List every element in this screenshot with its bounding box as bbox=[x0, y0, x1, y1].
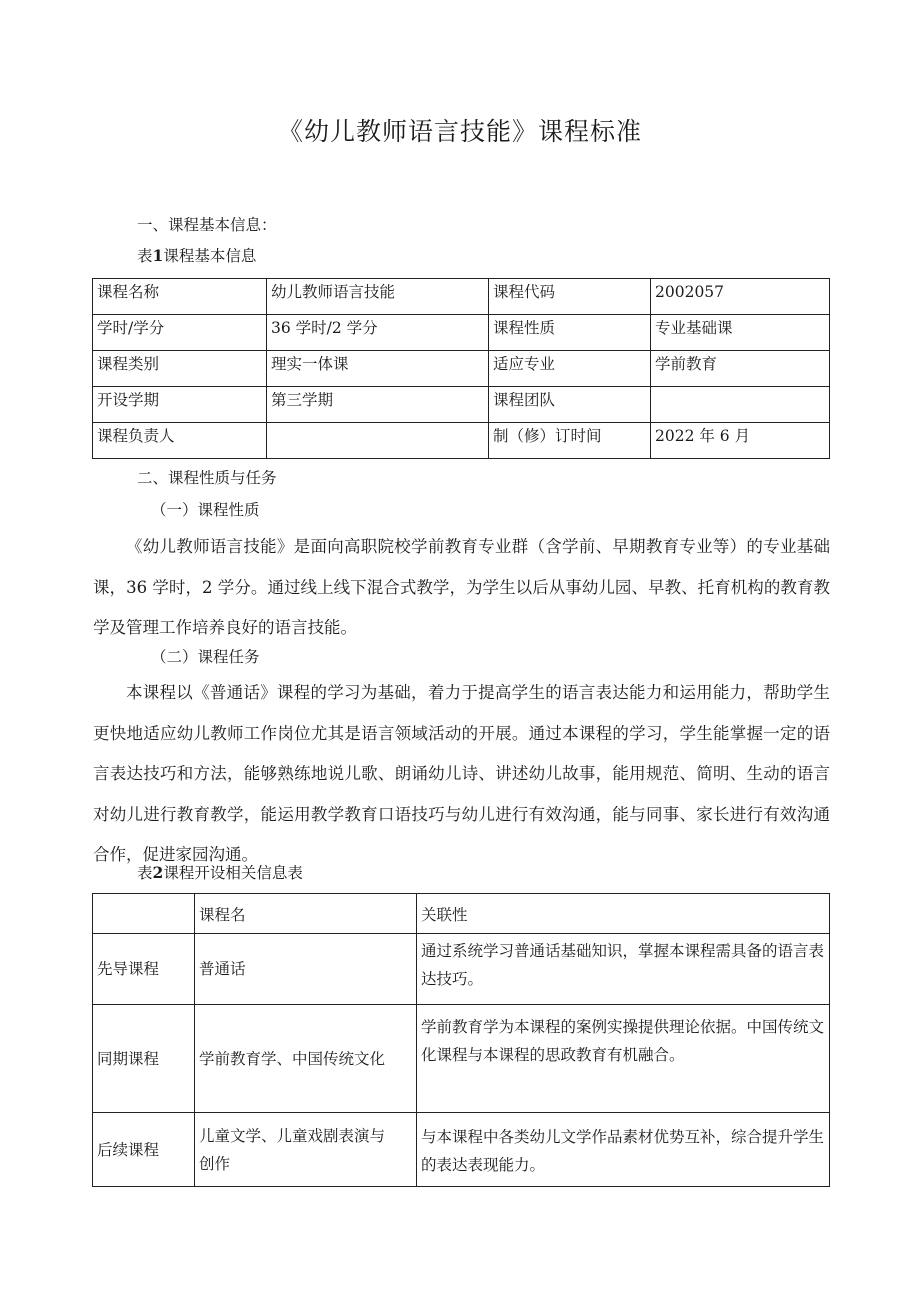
table-cell: 理实一体课 bbox=[267, 351, 489, 387]
table-row bbox=[93, 1005, 830, 1113]
section2-heading: 二、课程性质与任务 bbox=[137, 469, 277, 487]
table-row bbox=[93, 351, 830, 387]
table-cell: 课程性质 bbox=[489, 315, 651, 351]
table-row bbox=[93, 279, 830, 315]
table-cell: 学时/学分 bbox=[93, 315, 267, 351]
table-cell: 先导课程 bbox=[93, 934, 195, 1005]
table-cell: 学前教育学、中国传统文化 bbox=[195, 1005, 417, 1113]
table-header-cell: 课程名 bbox=[195, 894, 417, 934]
table-cell: 后续课程 bbox=[93, 1113, 195, 1187]
table-cell: 专业基础课 bbox=[651, 315, 830, 351]
sub1-heading: （一）课程性质 bbox=[151, 501, 260, 519]
course-info-table bbox=[92, 278, 830, 459]
table-cell: 学前教育学为本课程的案例实操提供理论依据。中国传统文化课程与本课程的思政教育有机融合。 bbox=[417, 1005, 830, 1113]
table2-caption bbox=[137, 861, 303, 883]
table-cell: 开设学期 bbox=[93, 387, 267, 423]
table1-caption-prefix: 表 bbox=[137, 247, 153, 265]
table-header-row bbox=[93, 894, 830, 934]
sub2-heading: （二）课程任务 bbox=[151, 648, 260, 666]
table-cell: 36 学时/2 学分 bbox=[267, 315, 489, 351]
table-cell: 第三学期 bbox=[267, 387, 489, 423]
table-cell: 2002057 bbox=[651, 279, 830, 315]
document-title: 《幼儿教师语言技能》课程标准 bbox=[277, 117, 642, 146]
table-cell: 2022 年 6 月 bbox=[651, 423, 830, 459]
course-task-paragraph: 本课程以《普通话》课程的学习为基础，着力于提高学生的语言表达能力和运用能力，帮助学生更快地适应幼儿教师工作岗位尤其是语言领域活动的开展。通过本课程的学习，学生能掌握一定的语言表达技巧和方法，能够熟练地说儿歌、朗诵幼儿诗、讲述幼儿故事，能用规范、简明、生动的语言对幼儿进行教育教学，能运用教学教育口语技巧与幼儿进行有效沟通，能与同事、家长进行有效沟通合作，促进家园沟通。 bbox=[93, 683, 830, 865]
course-nature-paragraph: 《幼儿教师语言技能》是面向高职院校学前教育专业群（含学前、早期教育专业等）的专业基础课，36 学时，2 学分。通过线上线下混合式教学，为学生以后从事幼儿园、早教、托育机构的教育教学及管理工作培养良好的语言技能。 bbox=[93, 537, 830, 638]
table-row bbox=[93, 387, 830, 423]
course-relation-table bbox=[92, 893, 830, 1187]
table-cell: 适应专业 bbox=[489, 351, 651, 387]
table-header-cell: 关联性 bbox=[417, 894, 830, 934]
table-cell: 儿童文学、儿童戏剧表演与创作 bbox=[195, 1113, 417, 1187]
table1-caption bbox=[137, 244, 256, 266]
table-cell: 课程团队 bbox=[489, 387, 651, 423]
table-cell: 同期课程 bbox=[93, 1005, 195, 1113]
table-cell bbox=[267, 423, 489, 459]
table-row bbox=[93, 934, 830, 1005]
table-header-cell bbox=[93, 894, 195, 934]
table-cell: 课程名称 bbox=[93, 279, 267, 315]
table-cell: 普通话 bbox=[195, 934, 417, 1005]
table-cell: 通过系统学习普通话基础知识，掌握本课程需具备的语言表达技巧。 bbox=[417, 934, 830, 1005]
table-cell: 幼儿教师语言技能 bbox=[267, 279, 489, 315]
table-row bbox=[93, 1113, 830, 1187]
table-cell: 与本课程中各类幼儿文学作品素材优势互补，综合提升学生的表达表现能力。 bbox=[417, 1113, 830, 1187]
table-cell: 制（修）订时间 bbox=[489, 423, 651, 459]
table1-caption-text: 课程基本信息 bbox=[163, 247, 257, 265]
table2-caption-text: 课程开设相关信息表 bbox=[163, 864, 303, 882]
table-cell: 课程代码 bbox=[489, 279, 651, 315]
table2-caption-prefix: 表 bbox=[137, 864, 153, 882]
table-row bbox=[93, 315, 830, 351]
table-cell: 课程类别 bbox=[93, 351, 267, 387]
table-cell: 学前教育 bbox=[651, 351, 830, 387]
table-row bbox=[93, 423, 830, 459]
table-cell: 课程负责人 bbox=[93, 423, 267, 459]
section1-heading: 一、课程基本信息： bbox=[137, 216, 277, 234]
table-cell bbox=[651, 387, 830, 423]
table2-caption-number: 2 bbox=[152, 863, 164, 882]
table1-caption-number: 1 bbox=[152, 246, 164, 265]
